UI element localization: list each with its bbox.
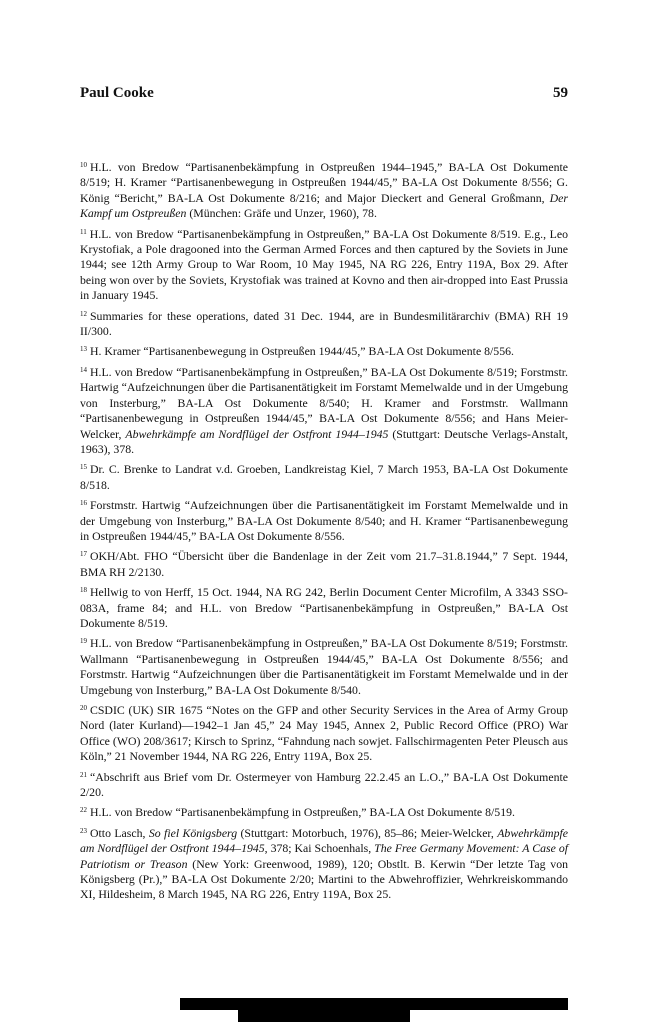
endnote-text: (München: Gräfe und Unzer, 1960), 78. xyxy=(186,206,377,221)
endnote-number: 17 xyxy=(80,550,87,559)
page-header xyxy=(80,85,568,107)
endnote xyxy=(80,636,568,698)
scan-bar-top xyxy=(180,998,568,1010)
endnote-title-italic: Abwehrkämpfe am Nordflügel der Ostfront 1944–1945 xyxy=(125,426,389,441)
endnote-text: H. Kramer “Partisanenbewegung in Ostpreußen 1944/45,” BA-LA Ost Dokumente 8/556. xyxy=(90,344,514,359)
endnote xyxy=(80,227,568,304)
endnote-number: 22 xyxy=(80,806,87,815)
endnote xyxy=(80,805,568,820)
endnote-number: 15 xyxy=(80,463,87,472)
endnote-number: 14 xyxy=(80,365,87,374)
endnotes-list xyxy=(80,160,568,903)
endnote-number: 19 xyxy=(80,637,87,646)
endnote-text: (Stuttgart: Motorbuch, 1976), 85–86; Meier-Welcker, xyxy=(237,825,498,840)
endnote-number: 23 xyxy=(80,826,87,835)
endnote-text: Dr. C. Brenke to Landrat v.d. Groeben, Landkreistag Kiel, 7 March 1953, BA-LA Ost Dokumente 8/518. xyxy=(80,462,568,492)
endnote xyxy=(80,549,568,580)
scan-bar-bottom xyxy=(238,1010,410,1022)
endnote-number: 11 xyxy=(80,227,87,236)
endnote-text: H.L. von Bredow “Partisanenbekämpfung in Ostpreußen,” BA-LA Ost Dokumente 8/519; Forstmstr. Hartwig “Aufzeichnungen über die Partisanentätigkeit im Forstamt Memelwalde und in der Umgebung von Insterburg,” BA-LA Ost Dokumente 8/540; H. Kramer and Forstmstr. Wallmann “Partisanenbewegung in Ostpreußen 1944/45,” BA-LA Ost Dokumente 8/556; and Hans Meier-Welcker, xyxy=(80,364,568,441)
endnote xyxy=(80,365,568,457)
endnote-title-italic: The Free Germany Movement: A Case of Patriotism or Treason xyxy=(80,841,568,871)
endnote xyxy=(80,344,568,359)
endnote-number: 16 xyxy=(80,499,87,508)
endnote-text: OKH/Abt. FHO “Übersicht über die Bandenlage in der Zeit vom 21.7–31.8.1944,” 7 Sept. 1944, BMA RH 2/2130. xyxy=(80,549,568,579)
endnote-number: 12 xyxy=(80,309,87,318)
endnote-title-italic: Abwehrkämpfe am Nordflügel der Ostfront 1944–1945 xyxy=(80,825,568,856)
endnote-number: 18 xyxy=(80,586,87,595)
endnote-text: H.L. von Bredow “Partisanenbekämpfung in Ostpreußen 1944–1945,” BA-LA Ost Dokumente 8/519; H. Kramer “Partisanenbewegung in Ostpreußen 1944/45,” BA-LA Ost Dokumente 8/556; G. König “Bericht,” BA-LA Ost Dokumente 8/216; and Major Dieckert and General Großmann, xyxy=(80,160,568,205)
endnote-title-italic: So fiel Königsberg xyxy=(148,825,238,840)
endnote xyxy=(80,585,568,631)
endnote xyxy=(80,462,568,493)
endnote xyxy=(80,498,568,544)
endnote-text: , 378; Kai Schoenhals, xyxy=(264,841,375,856)
endnote-text: “Abschrift aus Brief vom Dr. Ostermeyer von Hamburg 22.2.45 an L.O.,” BA-LA Ost Dokumente 2/20. xyxy=(80,769,568,800)
endnote-text: H.L. von Bredow “Partisanenbekämpfung in Ostpreußen,” BA-LA Ost Dokumente 8/519. E.g., Leo Krystofiak, a Pole dragooned into the German Armed Forces and then captured by the Soviets in June 1944; see 12th Army Group to War Room, 10 May 1945, NA RG 226, Entry 119A, Box 29. After being won over by the Soviets, Krystofiak was trained at Kovno and then air-dropped into East Prussia in January 1945. xyxy=(80,226,568,303)
endnote-text: Summaries for these operations, dated 31 Dec. 1944, are in Bundesmilitärarchiv (BMA) RH 19 II/300. xyxy=(80,308,568,339)
page-number: 59 xyxy=(553,85,568,101)
endnote xyxy=(80,309,568,340)
endnote-title-italic: Der Kampf um Ostpreußen xyxy=(80,190,568,221)
endnote xyxy=(80,703,568,765)
endnote-text: CSDIC (UK) SIR 1675 “Notes on the GFP and other Security Services in the Area of Army Group Nord (later Kurland)—1942–1 Jan 45,” 24 May 1945, Annex 2, Public Record Office (PRO) War Office (WO) 208/3617; Kirsch to Sprinz, “Fahndung nach sowjet. Fallschirmagenten Peter Pleusch aus Köln,” 21 November 1944, NA RG 226, Entry 119A, Box 25. xyxy=(80,703,568,764)
endnote-number: 21 xyxy=(80,770,87,779)
endnote-text: (New York: Greenwood, 1989), 120; Obstlt. B. Kerwin “Der letzte Tag von Königsberg (Pr.),” BA-LA Ost Dokumente 2/20; Martini to the Abwehroffizier, Wehrkreiskommando XI, Hildesheim, 8 March 1945, NA RG 226, Entry 119A, Box 25. xyxy=(80,856,568,902)
endnote xyxy=(80,826,568,903)
endnote-number: 13 xyxy=(80,345,87,354)
endnote xyxy=(80,160,568,222)
endnote-text: Otto Lasch, xyxy=(90,825,149,840)
endnote-text: Forstmstr. Hartwig “Aufzeichnungen über die Partisanentätigkeit im Forstamt Memelwalde und in der Umgebung von Insterburg,” BA-LA Ost Dokumente 8/540; and H. Kramer “Partisanenbewegung in Ostpreußen 1944/45,” BA-LA Ost Dokumente 8/556. xyxy=(80,498,568,543)
running-head-author: Paul Cooke xyxy=(80,85,154,101)
endnote xyxy=(80,770,568,801)
endnote-text: H.L. von Bredow “Partisanenbekämpfung in Ostpreußen,” BA-LA Ost Dokumente 8/519. xyxy=(90,805,515,820)
endnote-number: 20 xyxy=(80,704,87,712)
endnote-text: H.L. von Bredow “Partisanenbekämpfung in Ostpreußen,” BA-LA Ost Dokumente 8/519; Forstmstr. Wallmann “Partisanenbewegung in Ostpreußen 1944/45,” BA-LA Ost Dokumente 8/556; and Forstmstr. Hartwig “Aufzeichnungen über die Partisanentätigkeit im Forstamt Memelwalde und in der Umgebung von Insterburg,” BA-LA Ost Dokumente 8/540. xyxy=(80,636,568,697)
endnote-number: 10 xyxy=(80,161,87,169)
endnote-text: (Stuttgart: Deutsche Verlags-Anstalt, 1963), 378. xyxy=(80,426,568,456)
endnote-text: Hellwig to von Herff, 15 Oct. 1944, NA RG 242, Berlin Document Center Microfilm, A 3343 SSO-083A, frame 84; and H.L. von Bredow “Partisanenbekämpfung in Ostpreußen,” BA-LA Ost Dokumente 8/519. xyxy=(80,585,568,630)
